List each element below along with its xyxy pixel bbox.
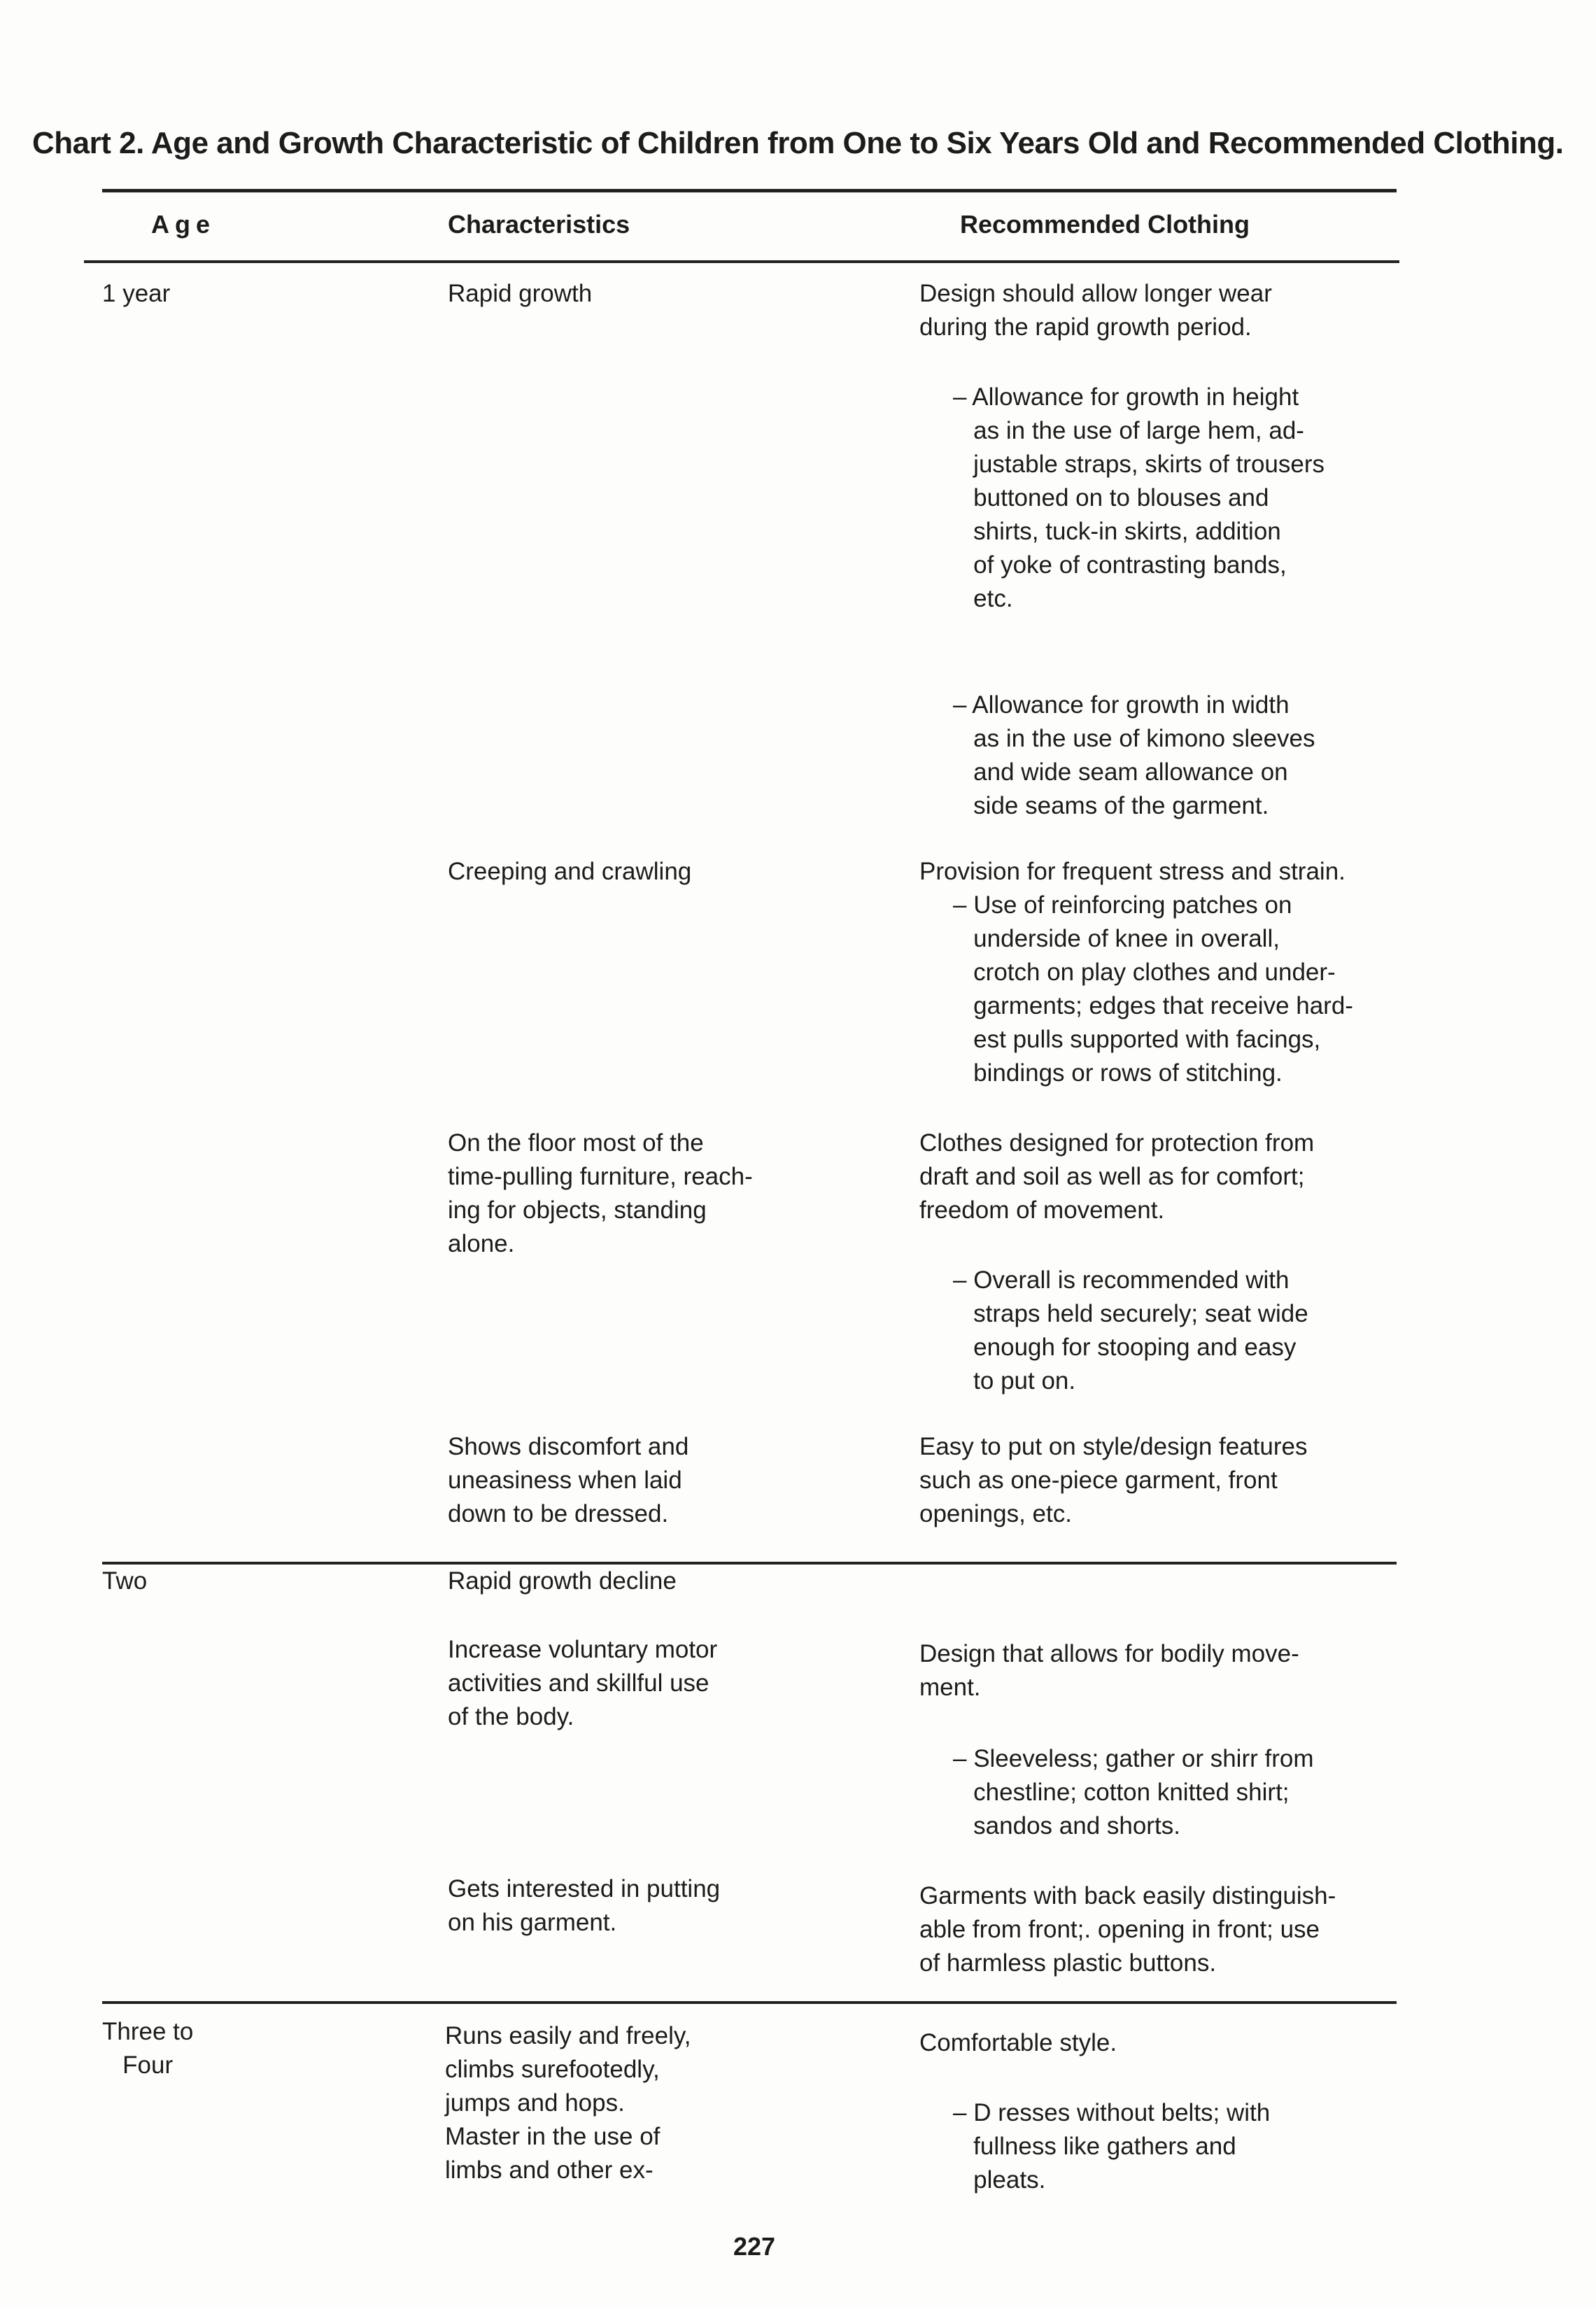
clothing-cell: Comfortable style. (919, 2029, 1117, 2056)
clothing-cell: Design that allows for bodily move- ment. (919, 1640, 1299, 1701)
header-bottom-rule (84, 260, 1399, 263)
clothing-subitem: – Sleeveless; gather or shirr from chestline; cotton knitted shirt; sandos and shorts. (953, 1745, 1314, 1840)
characteristic-cell: Rapid growth decline (448, 1567, 677, 1595)
clothing-cell: Provision for frequent stress and strain. (919, 858, 1346, 885)
clothing-cell: Garments with back easily distinguish- able from front;. opening in front; use of harmless plastic buttons. (919, 1882, 1336, 1977)
age-cell: 1 year (102, 280, 171, 307)
characteristic-cell: Gets interested in putting on his garment. (448, 1875, 721, 1936)
characteristic-cell: Runs easily and freely, climbs surefootedly, jumps and hops. Master in the use of limbs and other ex- (445, 2022, 691, 2184)
clothing-subitem: – Overall is recommended with straps held securely; seat wide enough for stooping and easy to put on. (953, 1266, 1308, 1394)
age-cell: Two (102, 1567, 148, 1595)
row-divider (102, 2001, 1397, 2004)
page-number: 227 (733, 2232, 776, 2261)
column-header-recommended-clothing: Recommended Clothing (960, 210, 1250, 239)
characteristic-cell: Shows discomfort and uneasiness when laid down to be dressed. (448, 1433, 689, 1527)
clothing-cell: Design should allow longer wear during the rapid growth period. (919, 280, 1272, 341)
clothing-subitem: – Allowance for growth in height as in the use of large hem, ad- justable straps, skirts of trousers buttoned on to blouses and shirts, tuck-in skirts, addition of yoke of contrasting bands, etc. (953, 383, 1325, 612)
characteristic-cell: Rapid growth (448, 280, 593, 307)
column-header-characteristics: Characteristics (448, 210, 630, 239)
column-header-age: Age (151, 210, 216, 239)
clothing-subitem: – Allowance for growth in width as in the use of kimono sleeves and wide seam allowance on side seams of the garment. (953, 691, 1315, 819)
chart-title: Chart 2. Age and Growth Characteristic of Children from One to Six Years Old and Recommended Clothing. (32, 126, 1564, 160)
row-divider (102, 1562, 1397, 1565)
clothing-subitem: – Use of reinforcing patches on underside of knee in overall, crotch on play clothes and under- garments; edges that receive hard- est pulls supported with facings, bindings or rows of stitching. (953, 891, 1353, 1087)
characteristic-cell: Increase voluntary motor activities and skillful use of the body. (448, 1636, 718, 1730)
header-top-rule (102, 189, 1397, 192)
age-cell: Three to Four (102, 2018, 194, 2079)
clothing-cell: Clothes designed for protection from draft and soil as well as for comfort; freedom of movement. (919, 1129, 1315, 1224)
characteristic-cell: Creeping and crawling (448, 858, 692, 885)
clothing-cell: Easy to put on style/design features such as one-piece garment, front openings, etc. (919, 1433, 1308, 1527)
clothing-subitem: – D resses without belts; with fullness like gathers and pleats. (953, 2099, 1271, 2194)
characteristic-cell: On the floor most of the time-pulling furniture, reach- ing for objects, standing alone. (448, 1129, 753, 1257)
